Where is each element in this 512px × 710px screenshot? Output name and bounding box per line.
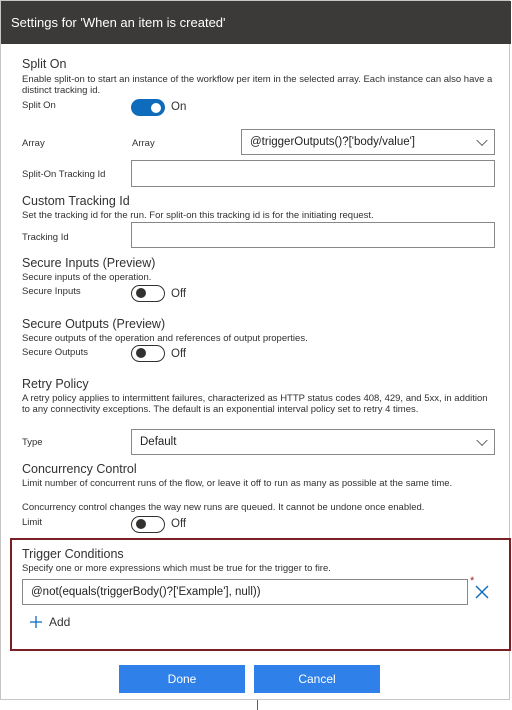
cancel-button[interactable]: Cancel [254, 665, 380, 693]
tracking-id-input[interactable] [131, 222, 495, 248]
split-on-state: On [171, 101, 187, 113]
split-on-tracking-label: Split-On Tracking Id [22, 169, 106, 180]
secure-inputs-description: Secure inputs of the operation. [22, 272, 152, 283]
toggle-knob [136, 288, 146, 298]
plus-icon [29, 615, 43, 629]
secure-outputs-title: Secure Outputs (Preview) [22, 317, 166, 331]
toggle-knob [136, 519, 146, 529]
toggle-knob [151, 103, 161, 113]
panel-header [1, 1, 511, 44]
split-on-toggle[interactable] [131, 99, 165, 116]
array-value: @triggerOutputs()?['body/value'] [250, 136, 416, 148]
concurrency-limit-toggle[interactable] [131, 516, 165, 533]
panel-title: Settings for 'When an item is created' [11, 15, 226, 30]
toggle-knob [136, 348, 146, 358]
secure-outputs-toggle[interactable] [131, 345, 165, 362]
custom-tracking-title: Custom Tracking Id [22, 194, 130, 208]
secure-inputs-state: Off [171, 288, 187, 300]
done-button[interactable]: Done [119, 665, 245, 693]
split-on-tracking-input[interactable] [131, 160, 495, 187]
concurrency-title: Concurrency Control [22, 462, 137, 476]
required-indicator: * [470, 575, 475, 587]
concurrency-description-1: Limit number of concurrent runs of the flow, or leave it off to run as many as possible at the same time. [22, 478, 453, 489]
array-label: Array [22, 138, 45, 149]
connector-line [257, 700, 258, 710]
split-on-title: Split On [22, 57, 67, 71]
custom-tracking-description: Set the tracking id for the run. For split-on this tracking id is for the initiating request. [22, 210, 374, 221]
secure-inputs-title: Secure Inputs (Preview) [22, 256, 156, 270]
add-condition-label: Add [49, 615, 71, 629]
split-on-toggle-label: Split On [22, 100, 56, 111]
tracking-id-label: Tracking Id [22, 232, 69, 243]
delete-condition-icon[interactable] [474, 584, 490, 600]
trigger-conditions-title: Trigger Conditions [22, 547, 124, 561]
chevron-down-icon [476, 135, 487, 146]
add-condition-button[interactable] [29, 615, 70, 629]
secure-inputs-toggle-label: Secure Inputs [22, 286, 81, 297]
secure-outputs-description: Secure outputs of the operation and references of output properties. [22, 333, 308, 344]
trigger-conditions-description: Specify one or more expressions which must be true for the trigger to fire. [22, 563, 331, 574]
trigger-condition-input[interactable] [22, 579, 468, 605]
secure-outputs-toggle-label: Secure Outputs [22, 347, 89, 358]
secure-outputs-state: Off [171, 348, 187, 360]
split-on-description: Enable split-on to start an instance of the workflow per item in the selected array. Each instance can also have a distinct tracking id. [22, 74, 493, 96]
trigger-condition-value: @not(equals(triggerBody()?['Example'], null)) [31, 586, 261, 598]
array-sublabel: Array [132, 138, 155, 149]
chevron-down-icon [476, 435, 487, 446]
secure-inputs-toggle[interactable] [131, 285, 165, 302]
concurrency-description-2: Concurrency control changes the way new runs are queued. It cannot be undone once enabled. [22, 502, 425, 513]
concurrency-limit-state: Off [171, 518, 187, 530]
concurrency-limit-label: Limit [22, 517, 43, 528]
retry-type-value: Default [140, 436, 177, 448]
retry-policy-title: Retry Policy [22, 377, 89, 391]
retry-type-select[interactable] [131, 429, 495, 455]
retry-policy-description: A retry policy applies to intermittent failures, characterized as HTTP status codes 408, 429, and 5xx, in addition to any connectivity exceptions. The default is an exponential interval policy set to retry 4 times. [22, 393, 488, 415]
array-select[interactable] [241, 129, 495, 155]
retry-type-label: Type [22, 437, 43, 448]
